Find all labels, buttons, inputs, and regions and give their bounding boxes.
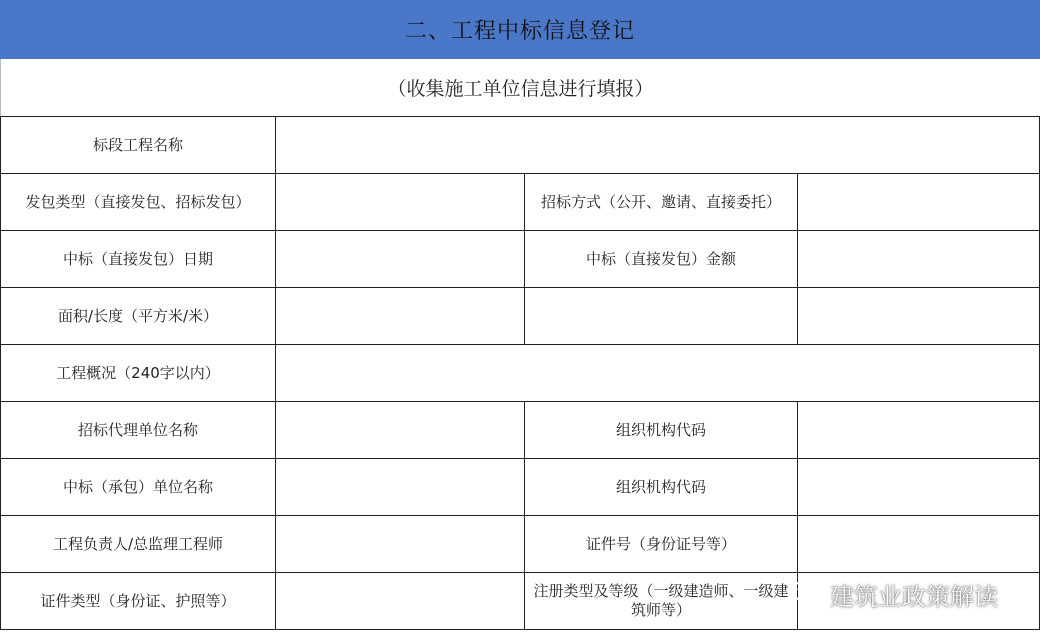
overview-field[interactable] — [276, 345, 1040, 402]
award-amount-label: 中标（直接发包）金额 — [525, 231, 798, 288]
bid-method-label: 招标方式（公开、邀请、直接委托） — [525, 174, 798, 231]
table-row — [1, 117, 1040, 174]
table-row — [1, 174, 1040, 231]
table-row — [1, 345, 1040, 402]
area-length-extra-field[interactable] — [798, 288, 1040, 345]
id-number-label: 证件号（身份证号等） — [525, 516, 798, 573]
table-row — [1, 402, 1040, 459]
reg-type-label: 注册类型及等级（一级建造师、一级建筑师等） — [525, 573, 798, 630]
project-lead-label: 工程负责人/总监理工程师 — [1, 516, 276, 573]
id-number-field[interactable] — [798, 516, 1040, 573]
agency-org-code-label: 组织机构代码 — [525, 402, 798, 459]
section-name-field[interactable] — [276, 117, 1040, 174]
winner-name-field[interactable] — [276, 459, 525, 516]
award-amount-field[interactable] — [798, 231, 1040, 288]
award-date-label: 中标（直接发包）日期 — [1, 231, 276, 288]
winner-org-code-label: 组织机构代码 — [525, 459, 798, 516]
agency-org-code-field[interactable] — [798, 402, 1040, 459]
table-row — [1, 231, 1040, 288]
registration-form-table — [0, 116, 1040, 630]
watermark-text: 建筑业政策解读 — [830, 582, 998, 611]
table-row — [1, 516, 1040, 573]
wechat-icon — [790, 578, 822, 610]
award-date-field[interactable] — [276, 231, 525, 288]
page-title: 二、工程中标信息登记 — [404, 19, 635, 44]
agency-name-label: 招标代理单位名称 — [1, 402, 276, 459]
id-type-field[interactable] — [276, 573, 525, 630]
watermark — [790, 574, 1030, 614]
id-type-label: 证件类型（身份证、护照等） — [1, 573, 276, 630]
winner-name-label: 中标（承包）单位名称 — [1, 459, 276, 516]
length-field[interactable] — [525, 288, 798, 345]
table-row — [1, 459, 1040, 516]
bid-method-field[interactable] — [798, 174, 1040, 231]
area-length-label: 面积/长度（平方米/米） — [1, 288, 276, 345]
contract-type-label: 发包类型（直接发包、招标发包） — [1, 174, 276, 231]
winner-org-code-field[interactable] — [798, 459, 1040, 516]
project-lead-field[interactable] — [276, 516, 525, 573]
page-title-bar — [0, 0, 1040, 59]
overview-label: 工程概况（240字以内） — [1, 345, 276, 402]
table-row — [1, 288, 1040, 345]
section-name-label: 标段工程名称 — [1, 117, 276, 174]
agency-name-field[interactable] — [276, 402, 525, 459]
contract-type-field[interactable] — [276, 174, 525, 231]
page-subtitle: （收集施工单位信息进行填报） — [0, 59, 1040, 116]
area-field[interactable] — [276, 288, 525, 345]
